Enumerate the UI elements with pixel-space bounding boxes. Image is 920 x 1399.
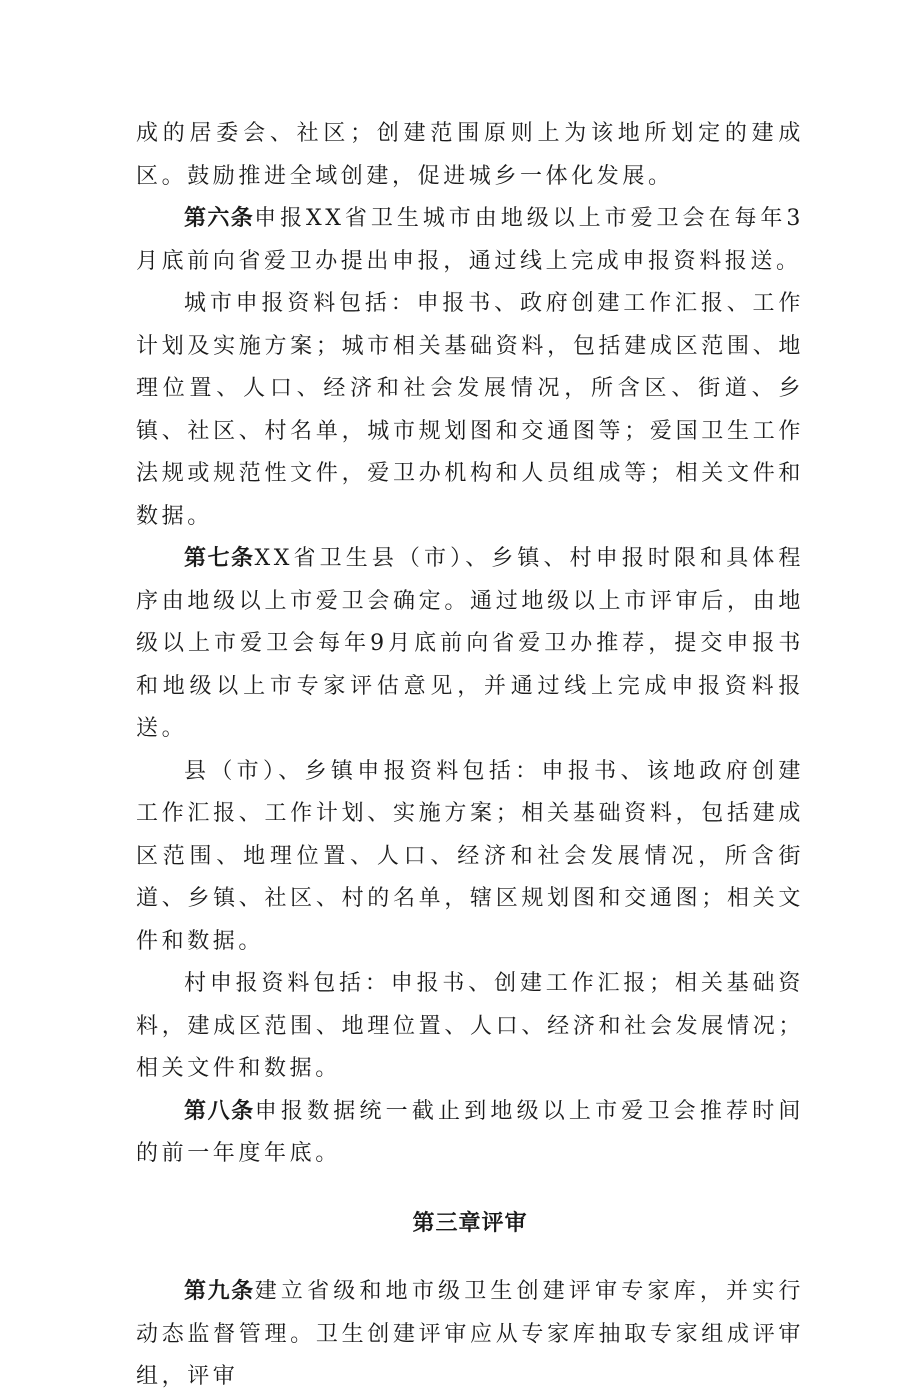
article-6 [136,198,804,283]
article-8 [136,1091,804,1176]
article-7-body: XX省卫生县（市）、乡镇、村申报时限和具体程序由地级以上市爱卫会确定。通过地级以上市评审后，由地级以上市爱卫会每年9月底前向省爱卫办推荐，提交申报书和地级以上市专家评估意见，并通过线上完成申报资料报送。 [136,546,804,741]
article-6-heading: 第六条 [184,206,255,231]
chapter-title: 第三章评审 [412,1210,528,1236]
article-6-body: 申报XX省卫生城市由地级以上市爱卫会在每年3月底前向省爱卫办提出申报，通过线上完成申报资料报送。 [136,206,804,274]
article-7-heading: 第七条 [184,546,255,571]
article-9-heading: 第九条 [184,1279,255,1304]
article-8-heading: 第八条 [184,1098,255,1124]
village-materials-paragraph: 村申报资料包括：申报书、创建工作汇报；相关基础资料，建成区范围、地理位置、人口、经济和社会发展情况；相关文件和数据。 [136,971,804,1081]
article-9 [136,1271,804,1399]
article-8-body: 申报数据统一截止到地级以上市爱卫会推荐时间的前一年度年底。 [136,1098,804,1166]
paragraph-continuation: 成的居委会、社区；创建范围原则上为该地所划定的建成区。鼓励推进全域创建，促进城乡一体化发展。 [136,121,804,189]
article-9-body: 建立省级和地市级卫生创建评审专家库，并实行动态监督管理。卫生创建评审应从专家库抽取专家组成评审组，评审 [136,1279,804,1389]
document-page [136,113,804,1399]
article-7 [136,538,804,751]
county-materials-paragraph: 县（市）、乡镇申报资料包括：申报书、该地政府创建工作汇报、工作计划、实施方案；相关基础资料，包括建成区范围、地理位置、人口、经济和社会发展情况，所含街道、乡镇、社区、村的名单，辖区规划图和交通图；相关文件和数据。 [136,758,804,954]
city-materials-paragraph: 城市申报资料包括：申报书、政府创建工作汇报、工作计划及实施方案；城市相关基础资料，包括建成区范围、地理位置、人口、经济和社会发展情况，所含区、街道、乡镇、社区、村名单，城市规划图和交通图等；爱国卫生工作法规或规范性文件，爱卫办机构和人员组成等；相关文件和数据。 [136,291,804,529]
